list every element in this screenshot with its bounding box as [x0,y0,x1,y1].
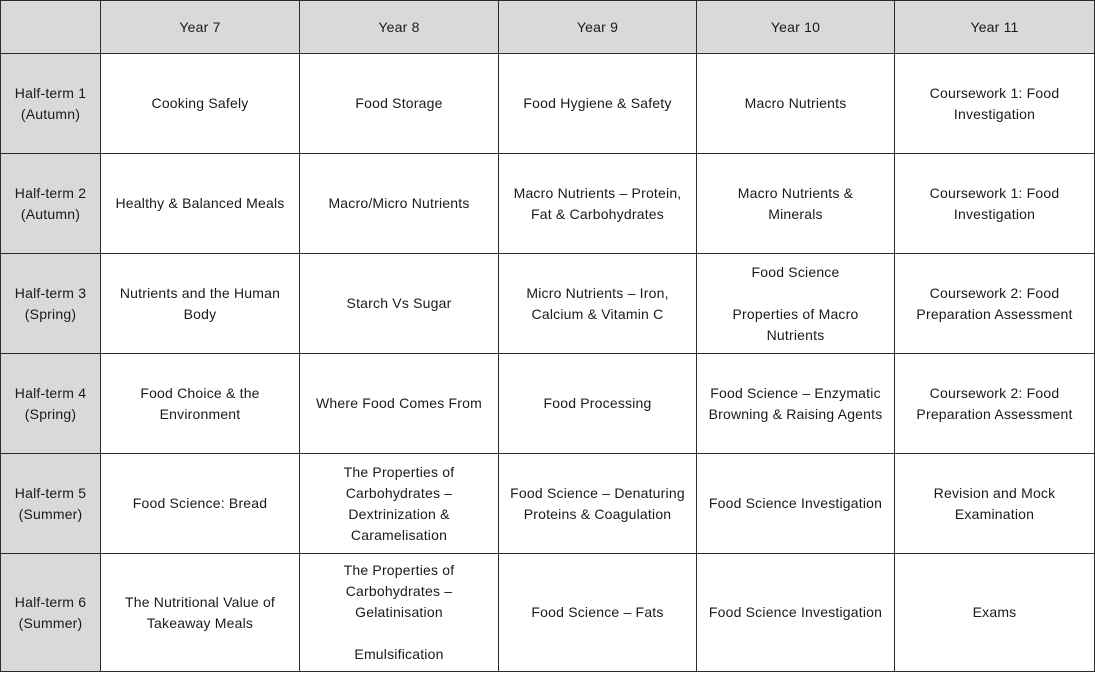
table-cell: Cooking Safely [101,54,300,154]
table-cell: Food Science – Denaturing Proteins & Coagulation [499,454,697,554]
header-row [1,1,1095,54]
column-header-year-9: Year 9 [499,1,697,54]
corner-cell [1,1,101,54]
table-cell: Macro Nutrients [697,54,895,154]
table-cell: Revision and Mock Examination [895,454,1095,554]
table-cell: The Nutritional Value of Takeaway Meals [101,554,300,672]
table-cell: The Properties of Carbohydrates – Gelatinisation Emulsification [300,554,499,672]
row-header-half-term-1: Half-term 1 (Autumn) [1,54,101,154]
row-header-half-term-6: Half-term 6 (Summer) [1,554,101,672]
table-cell: Food Science – Fats [499,554,697,672]
table-row-half-term-4 [1,354,1095,454]
table-cell: Coursework 1: Food Investigation [895,54,1095,154]
table-row-half-term-3 [1,254,1095,354]
table-row-half-term-1 [1,54,1095,154]
table-cell: Food Science – Enzymatic Browning & Raising Agents [697,354,895,454]
table-cell: Food Hygiene & Safety [499,54,697,154]
row-header-half-term-5: Half-term 5 (Summer) [1,454,101,554]
table-cell: Where Food Comes From [300,354,499,454]
table-cell: The Properties of Carbohydrates – Dextrinization & Caramelisation [300,454,499,554]
table-row-half-term-6 [1,554,1095,672]
table-cell: Coursework 2: Food Preparation Assessment [895,254,1095,354]
table-cell: Food Science Investigation [697,554,895,672]
table-cell: Food Science: Bread [101,454,300,554]
table-cell: Micro Nutrients – Iron, Calcium & Vitamin C [499,254,697,354]
table-cell: Macro Nutrients & Minerals [697,154,895,254]
table-cell: Coursework 1: Food Investigation [895,154,1095,254]
table-cell: Food Science Investigation [697,454,895,554]
row-header-half-term-2: Half-term 2 (Autumn) [1,154,101,254]
table-cell: Healthy & Balanced Meals [101,154,300,254]
table-cell: Food Processing [499,354,697,454]
table-cell: Nutrients and the Human Body [101,254,300,354]
column-header-year-11: Year 11 [895,1,1095,54]
table-row-half-term-2 [1,154,1095,254]
table-cell: Food Science Properties of Macro Nutrients [697,254,895,354]
table-cell: Coursework 2: Food Preparation Assessment [895,354,1095,454]
table-cell: Macro Nutrients – Protein, Fat & Carbohydrates [499,154,697,254]
column-header-year-10: Year 10 [697,1,895,54]
table-cell: Food Storage [300,54,499,154]
column-header-year-7: Year 7 [101,1,300,54]
row-header-half-term-3: Half-term 3 (Spring) [1,254,101,354]
table-cell: Macro/Micro Nutrients [300,154,499,254]
table-row-half-term-5 [1,454,1095,554]
row-header-half-term-4: Half-term 4 (Spring) [1,354,101,454]
table-cell: Starch Vs Sugar [300,254,499,354]
column-header-year-8: Year 8 [300,1,499,54]
table-cell: Exams [895,554,1095,672]
table-cell: Food Choice & the Environment [101,354,300,454]
